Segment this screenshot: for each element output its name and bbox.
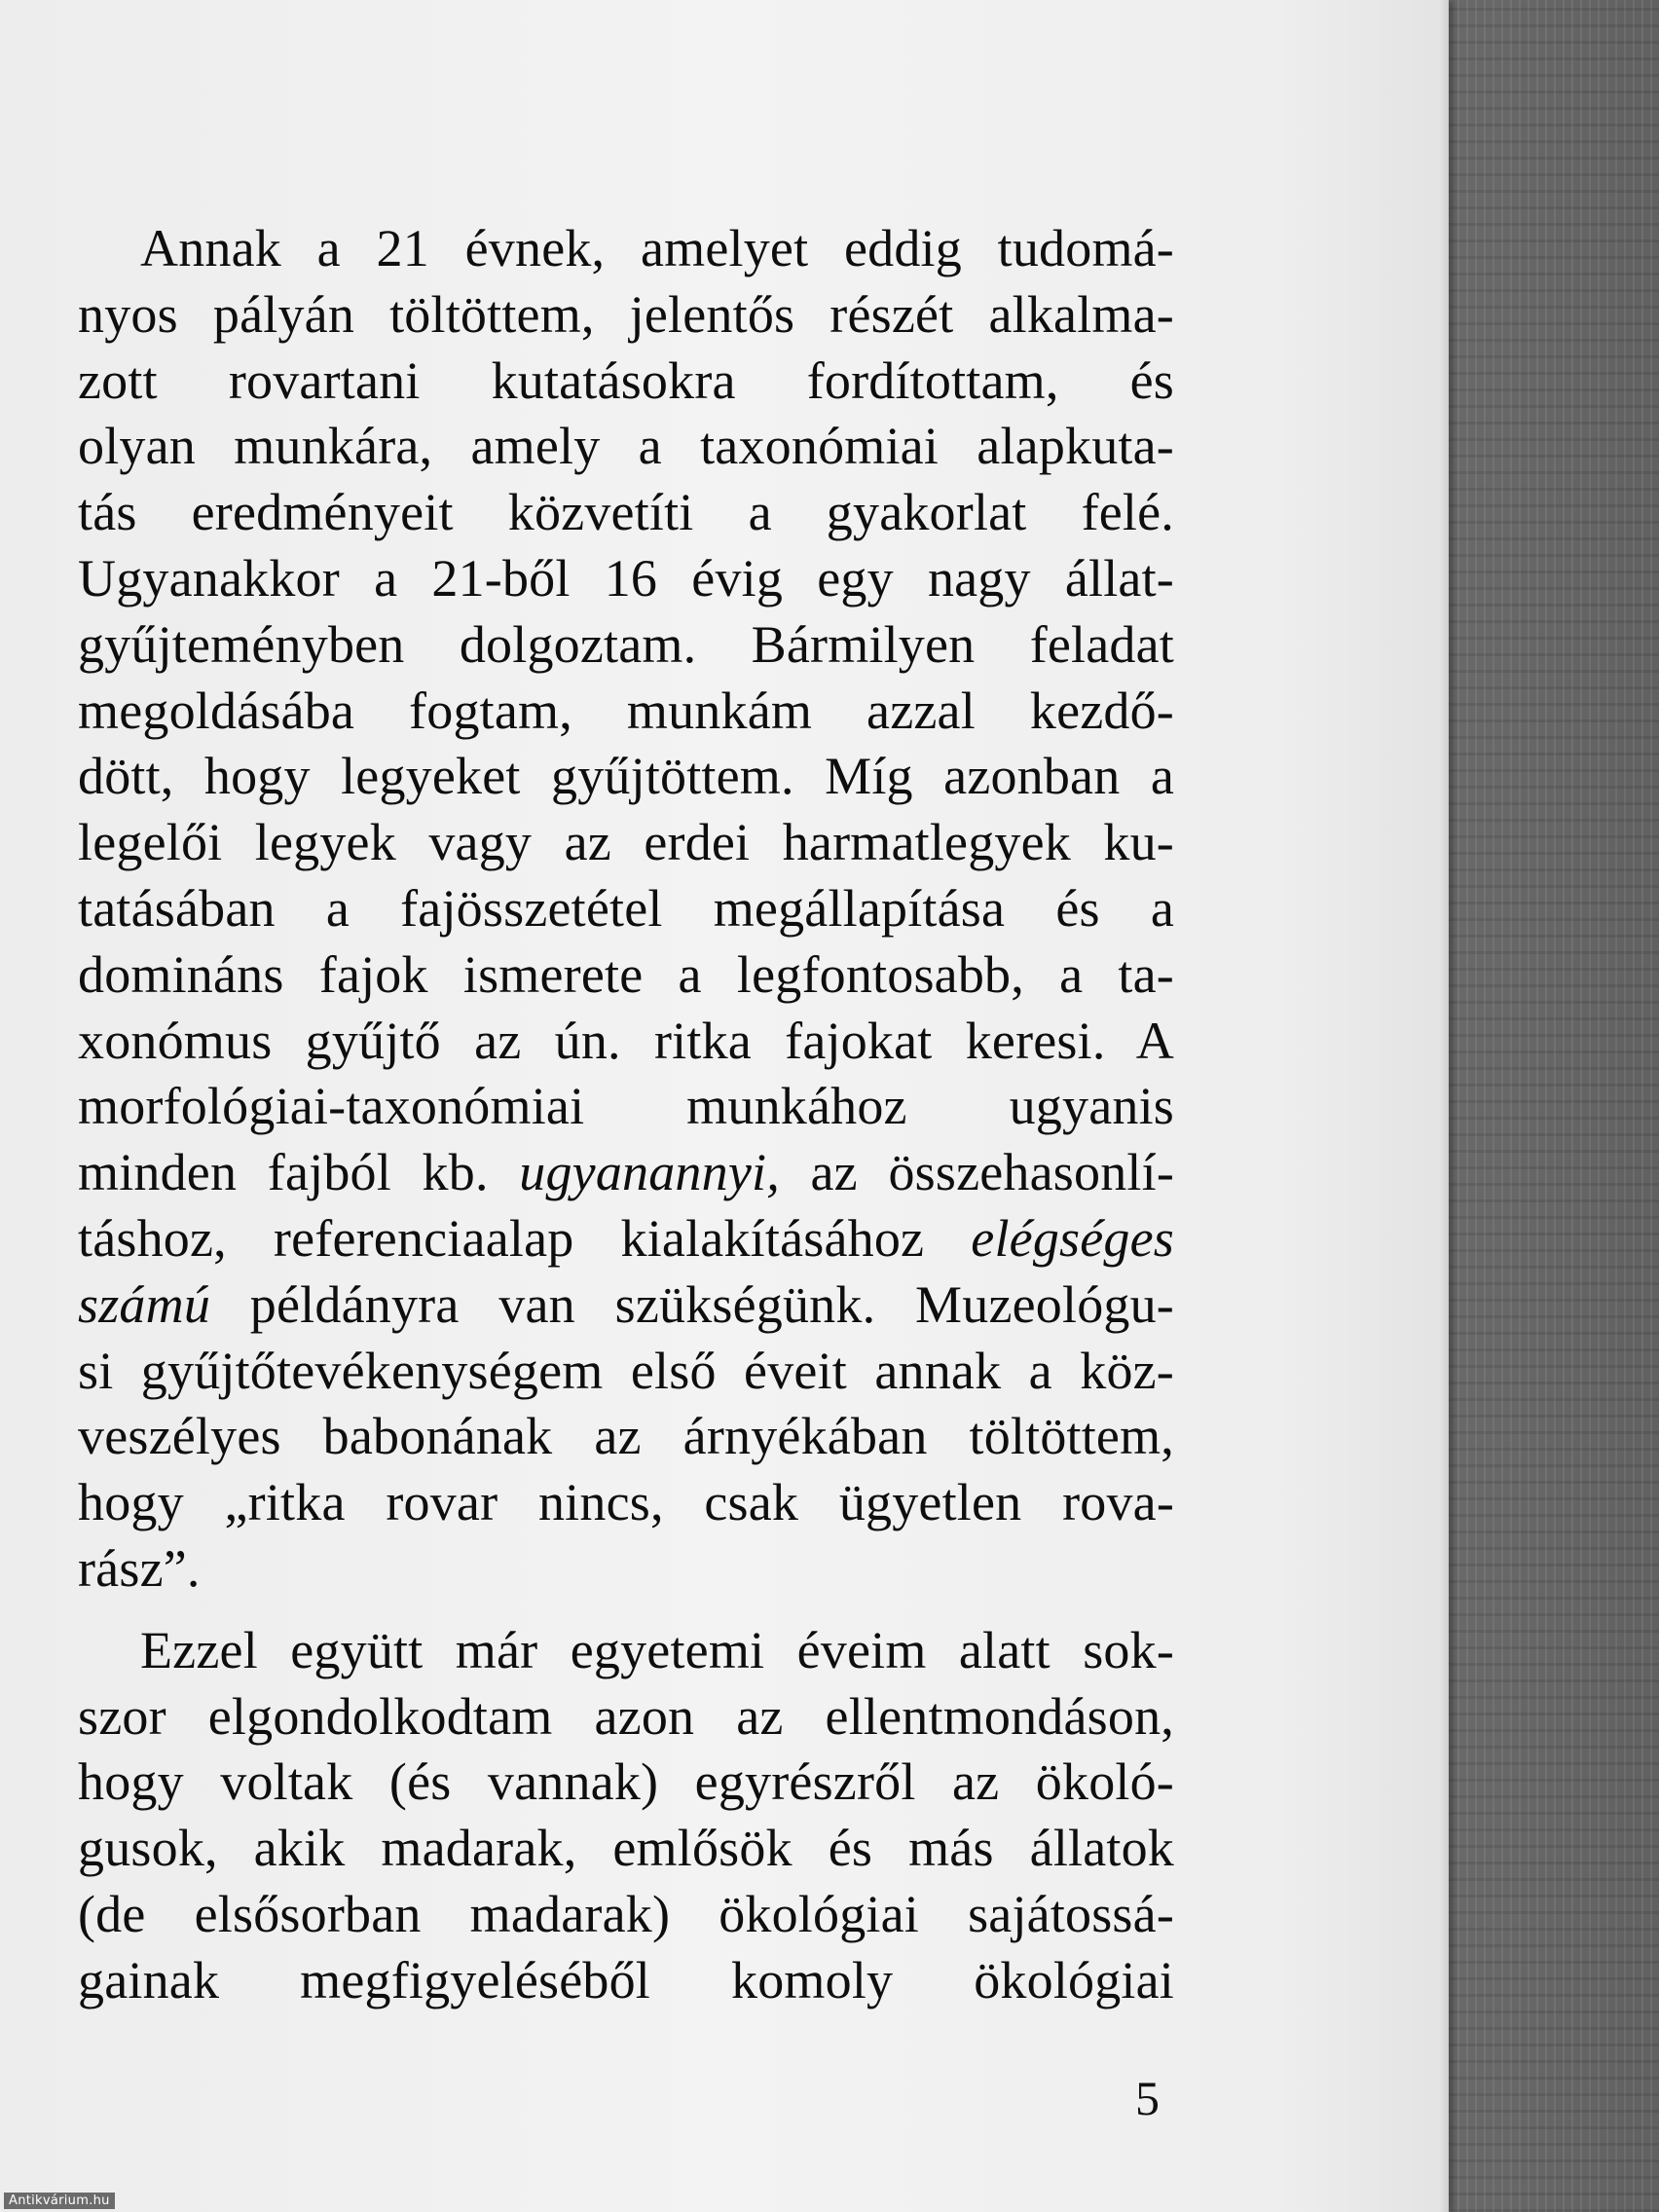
text-line: megoldásába fogtam, munkám azzal kezdő-: [78, 681, 1174, 740]
text-line: xonómus gyűjtő az ún. ritka fajokat keresi. A: [78, 1011, 1174, 1070]
text-run: táshoz, referenciaalap kialakításához: [78, 1208, 972, 1268]
text-line: morfológiai-taxonómiai munkához ugyanis: [78, 1077, 1174, 1136]
italic-text: ugyanannyi,: [519, 1143, 780, 1202]
text-line: domináns fajok ismerete a legfontosabb, a ta-: [78, 944, 1174, 1004]
text-run: példányra van szükségünk. Muzeológu-: [210, 1274, 1174, 1334]
text-run: minden fajból kb.: [78, 1143, 520, 1202]
text-line: hogy voltak (és vannak) egyrészről az ökoló-: [78, 1752, 1174, 1812]
text-line: Ezzel együtt már egyetemi éveim alatt sok-: [140, 1620, 1174, 1679]
text-line: nyos pályán töltöttem, jelentős részét alkalma-: [78, 284, 1174, 344]
watermark: Antikvárium.hu: [4, 2193, 115, 2209]
background-surface: [1449, 0, 1659, 2212]
italic-text: elégséges: [971, 1208, 1174, 1268]
page-edge: [1439, 0, 1449, 2212]
body-text: [78, 216, 1174, 2014]
text-line: [78, 1140, 1174, 1206]
text-run: az összehasonlí-: [779, 1143, 1174, 1202]
text-line: [78, 1206, 1174, 1272]
text-line: Annak a 21 évnek, amelyet eddig tudomá-: [140, 219, 1174, 277]
text-line: tás eredményeit közvetíti a gyakorlat felé.: [78, 483, 1174, 542]
text-line: (de elsősorban madarak) ökológiai sajátossá-: [78, 1884, 1174, 1943]
page-number: 5: [1135, 2071, 1160, 2125]
italic-text: számú: [78, 1274, 211, 1334]
text-line: olyan munkára, amely a taxonómiai alapkuta-: [78, 417, 1174, 476]
text-line: hogy „ritka rovar nincs, csak ügyetlen rova-: [78, 1473, 1174, 1532]
text-line: si gyűjtőtevékenységem első éveit annak a köz-: [78, 1341, 1174, 1400]
text-line: Ugyanakkor a 21-ből 16 évig egy nagy állat-: [78, 548, 1174, 608]
text-line: gusok, akik madarak, emlősök és más állatok: [78, 1819, 1174, 1878]
text-line: gainak megfigyeléséből komoly ökológiai: [78, 1950, 1174, 2009]
text-line: legelői legyek vagy az erdei harmatlegyek ku-: [78, 813, 1174, 872]
text-line: [78, 1272, 1174, 1339]
text-line: rász”.: [78, 1538, 201, 1598]
text-line: gyűjteményben dolgoztam. Bármilyen feladat: [78, 614, 1174, 674]
paragraph-gap: [78, 1603, 1174, 1618]
text-line: tatásában a fajösszetétel megállapítása és a: [78, 878, 1174, 938]
text-line: zott rovartani kutatásokra fordítottam, és: [78, 350, 1174, 410]
text-line: veszélyes babonának az árnyékában töltöttem,: [78, 1407, 1174, 1466]
text-line: dött, hogy legyeket gyűjtöttem. Míg azonban a: [78, 747, 1174, 806]
text-line: szor elgondolkodtam azon az ellentmondáson,: [78, 1686, 1174, 1746]
